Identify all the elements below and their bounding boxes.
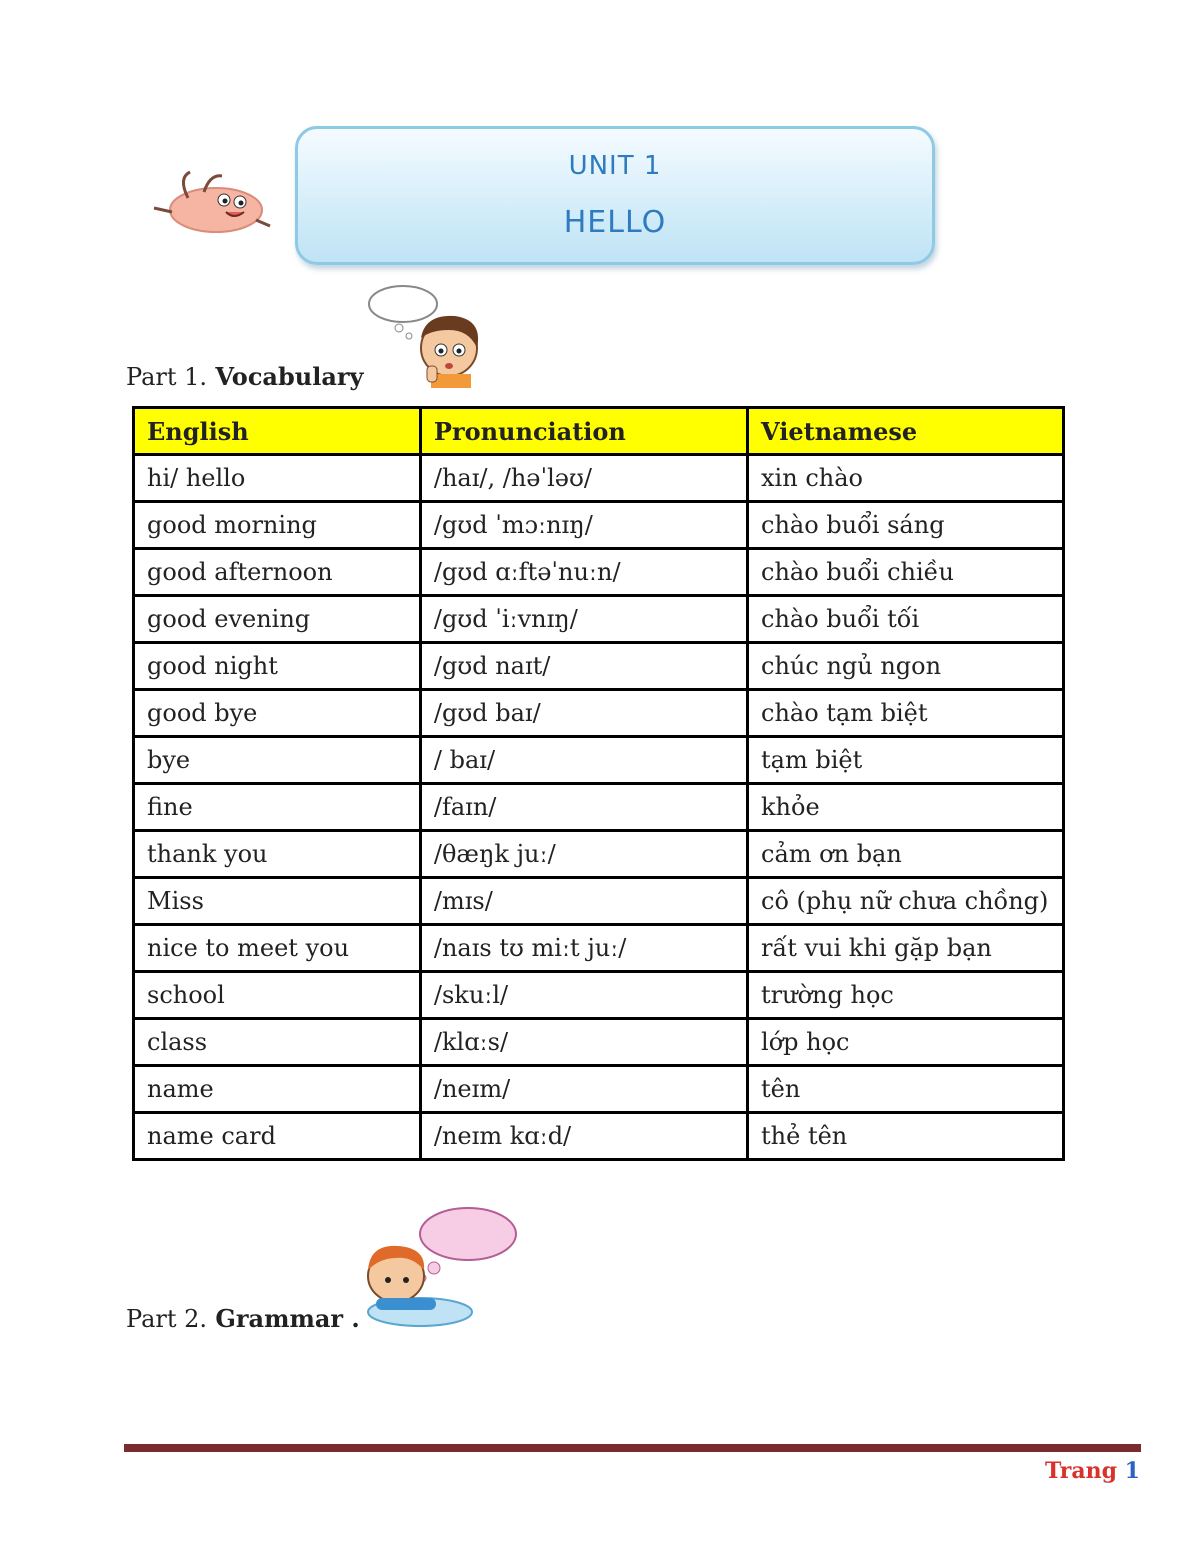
cell-pronunciation: /naɪs tʊ miːt juː/ (420, 925, 747, 972)
cell-english: good evening (134, 596, 421, 643)
footer-divider (124, 1444, 1141, 1452)
cell-english: Miss (134, 878, 421, 925)
cell-english: good bye (134, 690, 421, 737)
part1-title: Vocabulary (215, 362, 364, 391)
cell-vietnamese: chào tạm biệt (748, 690, 1064, 737)
cell-vietnamese: thẻ tên (748, 1113, 1064, 1160)
cell-pronunciation: /gʊd naɪt/ (420, 643, 747, 690)
table-row (134, 925, 1064, 972)
table-row (134, 1066, 1064, 1113)
part1-heading (126, 362, 363, 391)
part2-title: Grammar . (215, 1304, 360, 1333)
cell-pronunciation: /gʊd ˈiːvnɪŋ/ (420, 596, 747, 643)
cell-pronunciation: /gʊd ˈmɔːnɪŋ/ (420, 502, 747, 549)
cell-english: thank you (134, 831, 421, 878)
cell-vietnamese: chào buổi sáng (748, 502, 1064, 549)
table-row (134, 690, 1064, 737)
table-row (134, 502, 1064, 549)
cell-vietnamese: tạm biệt (748, 737, 1064, 784)
table-row (134, 784, 1064, 831)
cell-english: bye (134, 737, 421, 784)
cell-english: good morning (134, 502, 421, 549)
table-row (134, 549, 1064, 596)
cell-english: name card (134, 1113, 421, 1160)
mascot-illustration (148, 168, 274, 240)
thinking-boy-illustration (365, 282, 487, 388)
page-number: 1 (1124, 1458, 1140, 1484)
header-vietnamese: Vietnamese (748, 408, 1064, 455)
table-row (134, 972, 1064, 1019)
cell-pronunciation: /mɪs/ (420, 878, 747, 925)
table-row (134, 1019, 1064, 1066)
table-row (134, 643, 1064, 690)
table-row (134, 831, 1064, 878)
cell-english: good night (134, 643, 421, 690)
cell-vietnamese: khỏe (748, 784, 1064, 831)
cell-pronunciation: /gʊd ɑːftəˈnuːn/ (420, 549, 747, 596)
unit-number: UNIT 1 (568, 151, 662, 181)
header-english: English (134, 408, 421, 455)
cell-pronunciation: /θæŋk juː/ (420, 831, 747, 878)
cell-english: name (134, 1066, 421, 1113)
cell-vietnamese: cảm ơn bạn (748, 831, 1064, 878)
cell-english: nice to meet you (134, 925, 421, 972)
cell-vietnamese: xin chào (748, 455, 1064, 502)
cell-pronunciation: /gʊd baɪ/ (420, 690, 747, 737)
header-pronunciation: Pronunciation (420, 408, 747, 455)
cell-vietnamese: chúc ngủ ngon (748, 643, 1064, 690)
unit-title-box (295, 126, 935, 265)
table-row (134, 878, 1064, 925)
dreaming-boy-illustration (356, 1204, 518, 1330)
cell-english: hi/ hello (134, 455, 421, 502)
table-row (134, 596, 1064, 643)
cell-english: fine (134, 784, 421, 831)
unit-title: HELLO (563, 205, 667, 240)
cell-vietnamese: chào buổi chiều (748, 549, 1064, 596)
cell-pronunciation: / baɪ/ (420, 737, 747, 784)
cell-pronunciation: /faɪn/ (420, 784, 747, 831)
cell-english: good afternoon (134, 549, 421, 596)
cell-pronunciation: /skuːl/ (420, 972, 747, 1019)
cell-vietnamese: trường học (748, 972, 1064, 1019)
table-row (134, 1113, 1064, 1160)
part1-number: Part 1. (126, 363, 208, 391)
footer-label: Trang (1045, 1458, 1117, 1484)
cell-vietnamese: lớp học (748, 1019, 1064, 1066)
cell-vietnamese: cô (phụ nữ chưa chồng) (748, 878, 1064, 925)
cell-pronunciation: /klɑːs/ (420, 1019, 747, 1066)
table-row (134, 455, 1064, 502)
cell-pronunciation: /neɪm/ (420, 1066, 747, 1113)
page-footer (1045, 1458, 1140, 1484)
cell-english: class (134, 1019, 421, 1066)
table-header-row (134, 408, 1064, 455)
cell-english: school (134, 972, 421, 1019)
cell-vietnamese: rất vui khi gặp bạn (748, 925, 1064, 972)
table-row (134, 737, 1064, 784)
cell-vietnamese: chào buổi tối (748, 596, 1064, 643)
part2-number: Part 2. (126, 1305, 208, 1333)
vocabulary-table (132, 406, 1065, 1161)
cell-pronunciation: /haɪ/, /həˈləʊ/ (420, 455, 747, 502)
cell-pronunciation: /neɪm kɑːd/ (420, 1113, 747, 1160)
part2-heading (126, 1304, 360, 1333)
cell-vietnamese: tên (748, 1066, 1064, 1113)
